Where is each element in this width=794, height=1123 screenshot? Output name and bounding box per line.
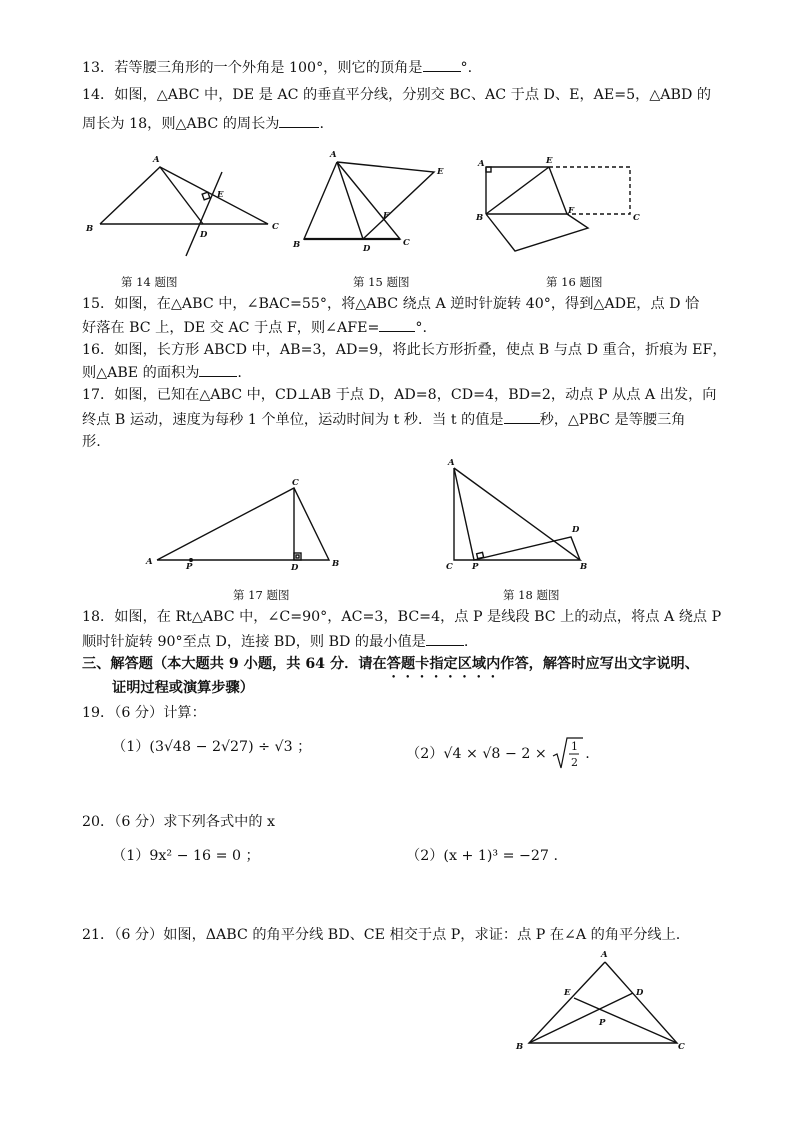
f15-label-e: E bbox=[437, 167, 444, 177]
f21-label-c: C bbox=[678, 1042, 685, 1052]
caption-18: 第 18 题图 bbox=[503, 588, 560, 602]
f18-label-d: D bbox=[572, 525, 580, 535]
svg-text:2: 2 bbox=[571, 756, 579, 769]
f16-label-f: F bbox=[568, 206, 575, 216]
f21-label-d: D bbox=[636, 988, 644, 998]
answer-blank bbox=[426, 630, 464, 646]
question-20-title: 20．（6 分）求下列各式中的 x bbox=[82, 814, 276, 830]
f15-label-f: F bbox=[383, 211, 390, 221]
question-18-line2: 顺时针旋转 90°至点 D，连接 BD，则 BD 的最小值是 . bbox=[82, 630, 468, 653]
question-17-line2: 终点 B 运动，速度为每秒 1 个单位，运动时间为 t 秒．当 t 的值是 秒，△PBC 是等腰三角 bbox=[82, 408, 685, 431]
f14-label-e: E bbox=[217, 190, 224, 200]
answer-blank bbox=[199, 361, 237, 377]
question-17-line3: 形. bbox=[82, 434, 101, 450]
f16-label-c: C bbox=[633, 213, 640, 223]
caption-16: 第 16 题图 bbox=[546, 275, 603, 289]
question-21: 21．（6 分）如图，ΔABC 的角平分线 BD、CE 相交于点 P，求证：点 P 在∠A 的角平分线上. bbox=[82, 927, 681, 943]
caption-17: 第 17 题图 bbox=[233, 588, 290, 602]
f16-label-e: E bbox=[546, 156, 553, 166]
caption-14: 第 14 题图 bbox=[121, 275, 178, 289]
f15-label-b: B bbox=[293, 240, 301, 250]
f14-label-c: C bbox=[272, 222, 279, 232]
f21-label-a: A bbox=[601, 950, 608, 960]
f15-label-d: D bbox=[363, 244, 371, 254]
question-19-title: 19．（6 分）计算： bbox=[82, 705, 206, 721]
question-15-line2: 好落在 BC 上，DE 交 AC 于点 F，则∠AFE= °. bbox=[82, 316, 427, 339]
f17-label-b: B bbox=[332, 559, 340, 569]
f18-label-b: B bbox=[580, 562, 588, 572]
f18-label-p: P bbox=[472, 562, 479, 572]
f14-label-a: A bbox=[153, 155, 160, 165]
f15-label-a: A bbox=[330, 150, 337, 160]
answer-blank bbox=[504, 408, 540, 424]
answer-blank bbox=[379, 316, 415, 332]
f17-label-c: C bbox=[292, 478, 299, 488]
q19-expression-2: √4 × √8 − 2 × bbox=[443, 746, 547, 762]
q20-part-1: （1）9x² − 16 = 0 ； bbox=[112, 848, 260, 864]
f18-label-a: A bbox=[448, 458, 455, 468]
section-3-heading: 三、解答题（本大题共 9 小题，共 64 分．请在答题卡指定区域内作答，解答时应写出文字说明、 bbox=[82, 656, 699, 672]
f17-label-p: P bbox=[186, 562, 193, 572]
f16-label-b: B bbox=[476, 213, 484, 223]
question-14-line1: 14．如图，△ABC 中，DE 是 AC 的垂直平分线，分别交 BC、AC 于点 D、E，AE=5，△ABD 的 bbox=[82, 87, 712, 103]
f21-label-p: P bbox=[599, 1018, 606, 1028]
q20-part-2: （2）(x + 1)³ = −27 . bbox=[406, 848, 558, 864]
q13-text: 13．若等腰三角形的一个外角是 100°，则它的顶角是 bbox=[82, 60, 423, 76]
caption-15: 第 15 题图 bbox=[353, 275, 410, 289]
f16-label-a: A bbox=[478, 159, 485, 169]
f14-label-b: B bbox=[86, 224, 94, 234]
question-13: 13．若等腰三角形的一个外角是 100°，则它的顶角是 °. bbox=[82, 56, 472, 79]
question-16-line2: 则△ABE 的面积为 . bbox=[82, 361, 242, 384]
f21-label-e: E bbox=[564, 988, 571, 998]
q20-expression-1: 9x² − 16 = 0 ； bbox=[149, 848, 260, 864]
q19-expression-1: (3√48 − 2√27) ÷ √3 ； bbox=[149, 739, 312, 755]
section-3-heading-line2: 证明过程或演算步骤） bbox=[112, 680, 254, 696]
question-14-line2: 周长为 18，则△ABC 的周长为 . bbox=[82, 112, 324, 135]
f17-label-a: A bbox=[146, 557, 153, 567]
f15-label-c: C bbox=[403, 238, 410, 248]
question-17-line1: 17．如图，已知在△ABC 中，CD⊥AB 于点 D，AD=8，CD=4，BD=2，动点 P 从点 A 出发，向 bbox=[82, 387, 717, 403]
q20-expression-2: (x + 1)³ = −27 . bbox=[443, 848, 558, 864]
sqrt-half-fraction bbox=[551, 736, 585, 772]
question-18-line1: 18．如图，在 Rt△ABC 中，∠C=90°，AC=3，BC=4，点 P 是线段 BC 上的动点，将点 A 绕点 P bbox=[82, 609, 722, 625]
f14-label-d: D bbox=[200, 230, 208, 240]
question-15-line1: 15．如图，在△ABC 中，∠BAC=55°，将△ABC 绕点 A 逆时针旋转 40°，得到△ADE，点 D 恰 bbox=[82, 296, 700, 312]
question-16-line1: 16．如图，长方形 ABCD 中，AB=3，AD=9，将此长方形折叠，使点 B 与点 D 重合，折痕为 EF， bbox=[82, 342, 727, 358]
q19-part-2: （2）√4 × √8 − 2 × 1 2 . bbox=[406, 736, 590, 772]
svg-text:1: 1 bbox=[571, 740, 579, 753]
f18-label-c: C bbox=[446, 562, 453, 572]
f17-label-d: D bbox=[291, 563, 299, 573]
q19-part-1: （1）(3√48 − 2√27) ÷ √3 ； bbox=[112, 739, 312, 755]
f21-label-b: B bbox=[516, 1042, 524, 1052]
